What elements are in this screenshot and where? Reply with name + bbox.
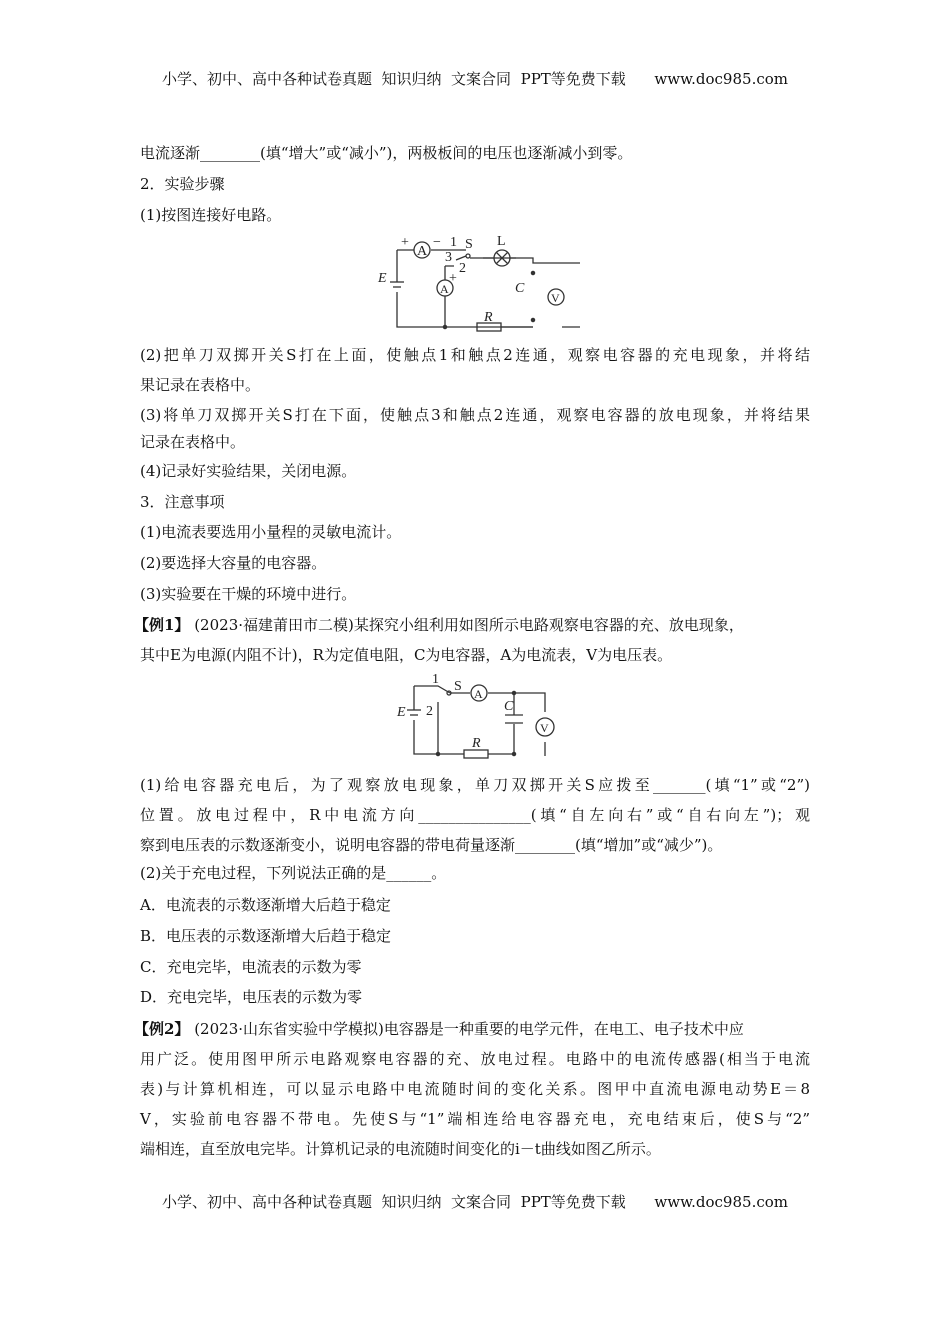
label-R: R [472,736,481,751]
page-header: 小学、初中、高中各种试卷真题 知识归纳 文案合同 PPT等免费下载 www.doc985.com [161,70,788,88]
text-line: 电流逐渐________(填“增大”或“减小”)，两极板间的电压也逐渐减小到零。 [140,144,633,162]
text-line: 端相连，直至放电完毕。计算机记录的电流随时间变化的i－t曲线如图乙所示。 [140,1140,661,1158]
text-line: 记录在表格中。 [140,433,246,451]
text-line: (3)将单刀双掷开关S打在下面，使触点3和触点2连通，观察电容器的放电现象，并将结果 [140,406,810,424]
section-heading: 3．注意事项 [140,493,225,511]
label-plus: + [401,235,409,250]
text-line: 表)与计算机相连，可以显示电路中电流随时间的变化关系。图甲中直流电源电动势E＝8 [140,1080,810,1098]
circuit-diagram-2 [380,670,560,770]
label-plus-2: + [449,271,457,286]
label-2: 2 [459,261,466,276]
text-line: 果记录在表格中。 [140,376,261,394]
example-tag: 【例2】 [134,1020,190,1038]
label-A: A [474,687,483,701]
label-1: 1 [432,672,439,687]
label-R: R [484,310,493,325]
label-L: L [497,234,506,249]
text-line: (3)实验要在干燥的环境中进行。 [140,585,357,603]
example-1-intro [134,615,810,635]
option-b: B．电压表的示数逐渐增大后趋于稳定 [140,927,392,945]
label-V: V [540,721,549,735]
section-heading: 2．实验步骤 [140,175,225,193]
text-line: 用广泛。使用图甲所示电路观察电容器的充、放电过程。电路中的电流传感器(相当于电流 [140,1050,810,1068]
circuit-diagram-1 [370,230,580,340]
label-E: E [378,271,387,286]
example-tag: 【例1】 [134,616,190,634]
text-line: (4)记录好实验结果，关闭电源。 [140,462,357,480]
text-line: (1)给电容器充电后，为了观察放电现象，单刀双掷开关S应拨至_______(填“1”或“2”) [140,776,810,794]
text-line: (2023·山东省实验中学模拟)电容器是一种重要的电学元件，在电工、电子技术中应 [189,1020,744,1038]
label-S: S [465,237,473,252]
label-V: V [551,291,560,305]
label-3: 3 [445,250,452,265]
text-line: (2)把单刀双掷开关S打在上面，使触点1和触点2连通，观察电容器的充电现象，并将结 [140,346,810,364]
text-line: V，实验前电容器不带电。先使S与“1”端相连给电容器充电，充电结束后，使S与“2” [140,1110,810,1128]
text-line: (2)要选择大容量的电容器。 [140,554,327,572]
text-line: 位置。放电过程中，R中电流方向_______________(填“自左向右”或“自右向左”)；观 [140,806,810,824]
text-line: 其中E为电源(内阻不计)，R为定值电阻，C为电容器，A为电流表，V为电压表。 [140,646,673,664]
option-d: D．充电完毕，电压表的示数为零 [140,988,363,1006]
page-footer: 小学、初中、高中各种试卷真题 知识归纳 文案合同 PPT等免费下载 www.doc985.com [161,1193,788,1211]
label-S: S [454,679,462,694]
label-minus: − [433,235,441,250]
text-line: (2)关于充电过程，下列说法正确的是______。 [140,864,447,882]
label-C: C [504,699,514,714]
label-E: E [397,705,406,720]
example-2-intro [134,1019,810,1039]
text-line: 察到电压表的示数逐渐变小，说明电容器的带电荷量逐渐________(填“增加”或“减少”)。 [140,836,723,854]
option-a: A．电流表的示数逐渐增大后趋于稳定 [140,896,391,914]
text-line: (1)按图连接好电路。 [140,206,282,224]
label-2: 2 [426,704,433,719]
text-line: (1)电流表要选用小量程的灵敏电流计。 [140,523,402,541]
label-A1: A [417,244,428,259]
label-C: C [515,281,525,296]
label-A2: A [440,282,449,296]
option-c: C．充电完毕，电流表的示数为零 [140,958,362,976]
label-1: 1 [450,235,457,250]
text-line: (2023·福建莆田市二模)某探究小组利用如图所示电路观察电容器的充、放电现象， [189,616,744,634]
